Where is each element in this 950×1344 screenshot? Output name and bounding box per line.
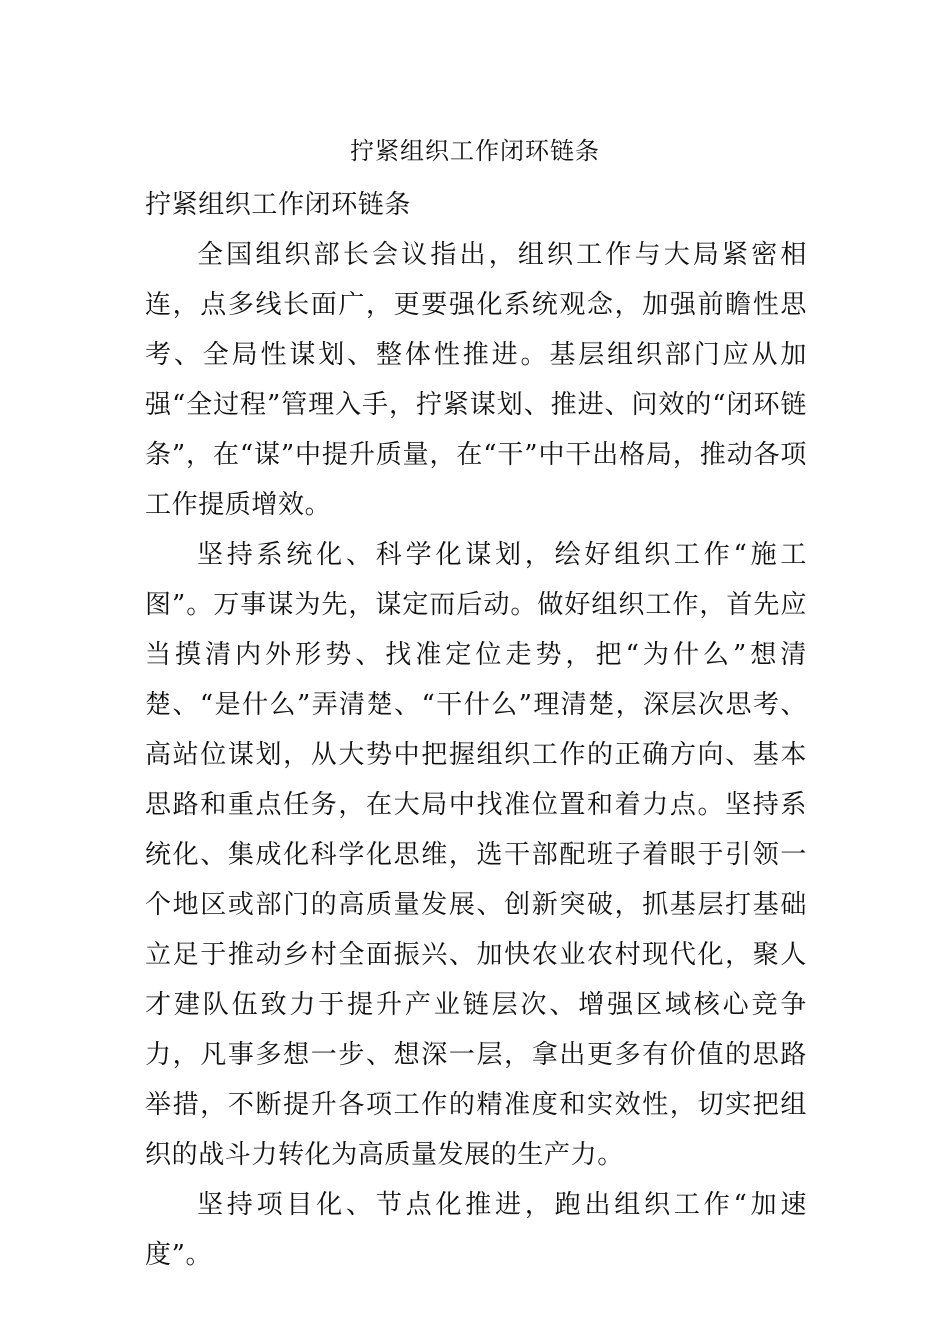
paragraph-1: 全国组织部长会议指出，组织工作与大局紧密相连，点多线长面广，更要强化系统观念，加强前瞻性思考、全局性谋划、整体性推进。基层组织部门应从加强“全过程”管理入手，拧紧谋划、推进、问效的“闭环链条”，在“谋”中提升质量，在“干”中干出格局，推动各项工作提质增效。 bbox=[145, 240, 807, 520]
document-title: 拧紧组织工作闭环链条 bbox=[350, 137, 600, 165]
document-subtitle: 拧紧组织工作闭环链条 bbox=[145, 190, 412, 220]
paragraph-2: 坚持系统化、科学化谋划，绘好组织工作“施工图”。万事谋为先，谋定而后动。做好组织工作，首先应当摸清内外形势、找准定位走势，把“为什么”想清楚、“是什么”弄清楚、“干什么”理清楚，深层次思考、高站位谋划，从大势中把握组织工作的正确方向、基本思路和重点任务，在大局中找准位置和着力点。坚持系统化、集成化科学化思维，选干部配班子着眼于引领一个地区或部门的高质量发展、创新突破，抓基层打基础立足于推动乡村全面振兴、加快农业农村现代化，聚人才建队伍致力于提升产业链层次、增强区域核心竞争力，凡事多想一步、想深一层，拿出更多有价值的思路举措，不断提升各项工作的精准度和实效性，切实把组织的战斗力转化为高质量发展的生产力。 bbox=[145, 540, 807, 1170]
paragraph-3: 坚持项目化、节点化推进，跑出组织工作“加速度”。 bbox=[145, 1190, 807, 1270]
document-body bbox=[145, 180, 807, 1280]
